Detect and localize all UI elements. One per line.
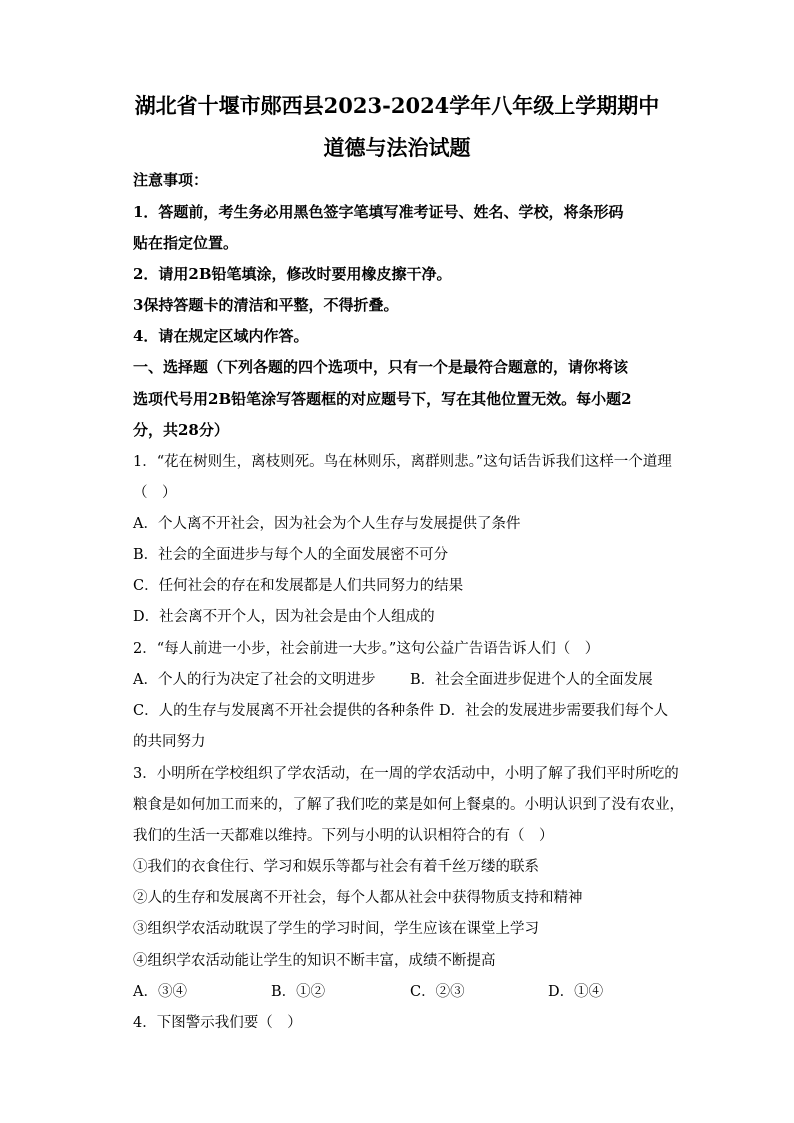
- question-3-stem-end: 我们的生活一天都难以维持。下列与小明的认识相符合的有（ ）: [133, 828, 554, 844]
- exam-title-line1: 湖北省十堰市郧西县2023-2024学年八年级上学期期中: [134, 93, 660, 118]
- question-3-option-d: D．①④: [548, 984, 604, 1000]
- question-3-option-c: C．②③: [410, 984, 465, 1000]
- section-1-instructions-cont: 选项代号用2B铅笔涂写答题框的对应题号下，写在其他位置无效。每小题2: [133, 390, 632, 408]
- question-1-option-a: A．个人离不开社会，因为社会为个人生存与发展提供了条件: [133, 516, 521, 532]
- question-2-option-b: B．社会全面进步促进个人的全面发展: [410, 672, 653, 688]
- question-2-option-c: C．人的生存与发展离不开社会提供的各种条件: [133, 703, 435, 719]
- question-4-stem: 4．下图警示我们要（ ）: [133, 1015, 302, 1031]
- question-2-option-a: A．个人的行为决定了社会的文明进步: [133, 672, 376, 688]
- question-1-stem-cont: （ ）: [133, 485, 177, 501]
- question-3-statement-3: ③组织学农活动耽误了学生的学习时间，学生应该在课堂上学习: [133, 921, 539, 937]
- question-2-stem: 2．“每人前进一小步，社会前进一大步。”这句公益广告语告诉人们（ ）: [133, 641, 600, 657]
- question-3-statement-1: ①我们的衣食住行、学习和娱乐等都与社会有着千丝万缕的联系: [133, 859, 539, 875]
- question-1-stem: 1．“花在树则生，离枝则死。鸟在林则乐，离群则悲。”这句话告诉我们这样一个道理: [133, 454, 672, 470]
- exam-title-line2: 道德与法治试题: [323, 135, 471, 160]
- question-2-option-d-cont: 的共同努力: [133, 734, 206, 750]
- question-1-option-b: B．社会的全面进步与每个人的全面发展密不可分: [133, 547, 449, 563]
- section-1-instructions-end: 分，共28分）: [133, 421, 229, 439]
- section-1-instructions: 一、选择题（下列各题的四个选项中，只有一个是最符合题意的，请你将该: [133, 358, 629, 376]
- question-3-option-b: B．①②: [271, 984, 326, 1000]
- question-3-statement-2: ②人的生存和发展离不开社会，每个人都从社会中获得物质支持和精神: [133, 890, 583, 906]
- notes-heading: 注意事项：: [133, 171, 209, 189]
- question-3-option-a: A．③④: [133, 984, 187, 1000]
- notes-item-3: 3保持答题卡的清洁和平整，不得折叠。: [133, 296, 399, 314]
- notes-item-1: 1．答题前，考生务必用黑色签字笔填写准考证号、姓名、学校，将条形码: [133, 203, 624, 221]
- question-2-option-d: D．社会的发展进步需要我们每个人: [439, 703, 669, 719]
- question-3-stem-cont: 粮食是如何加工而来的，了解了我们吃的菜是如何上餐桌的。小明认识到了没有农业，: [133, 797, 684, 813]
- question-1-option-d: D．社会离不开个人，因为社会是由个人组成的: [133, 609, 435, 625]
- question-3-statement-4: ④组织学农活动能让学生的知识不断丰富，成绩不断提高: [133, 953, 496, 969]
- notes-item-2: 2．请用2B铅笔填涂，修改时要用橡皮擦干净。: [133, 265, 452, 283]
- question-1-option-c: C．任何社会的存在和发展都是人们共同努力的结果: [133, 578, 464, 594]
- notes-item-4: 4．请在规定区域内作答。: [133, 327, 309, 345]
- question-3-stem: 3．小明所在学校组织了学农活动，在一周的学农活动中，小明了解了我们平时所吃的: [133, 766, 679, 782]
- notes-item-1-cont: 贴在指定位置。: [133, 234, 239, 252]
